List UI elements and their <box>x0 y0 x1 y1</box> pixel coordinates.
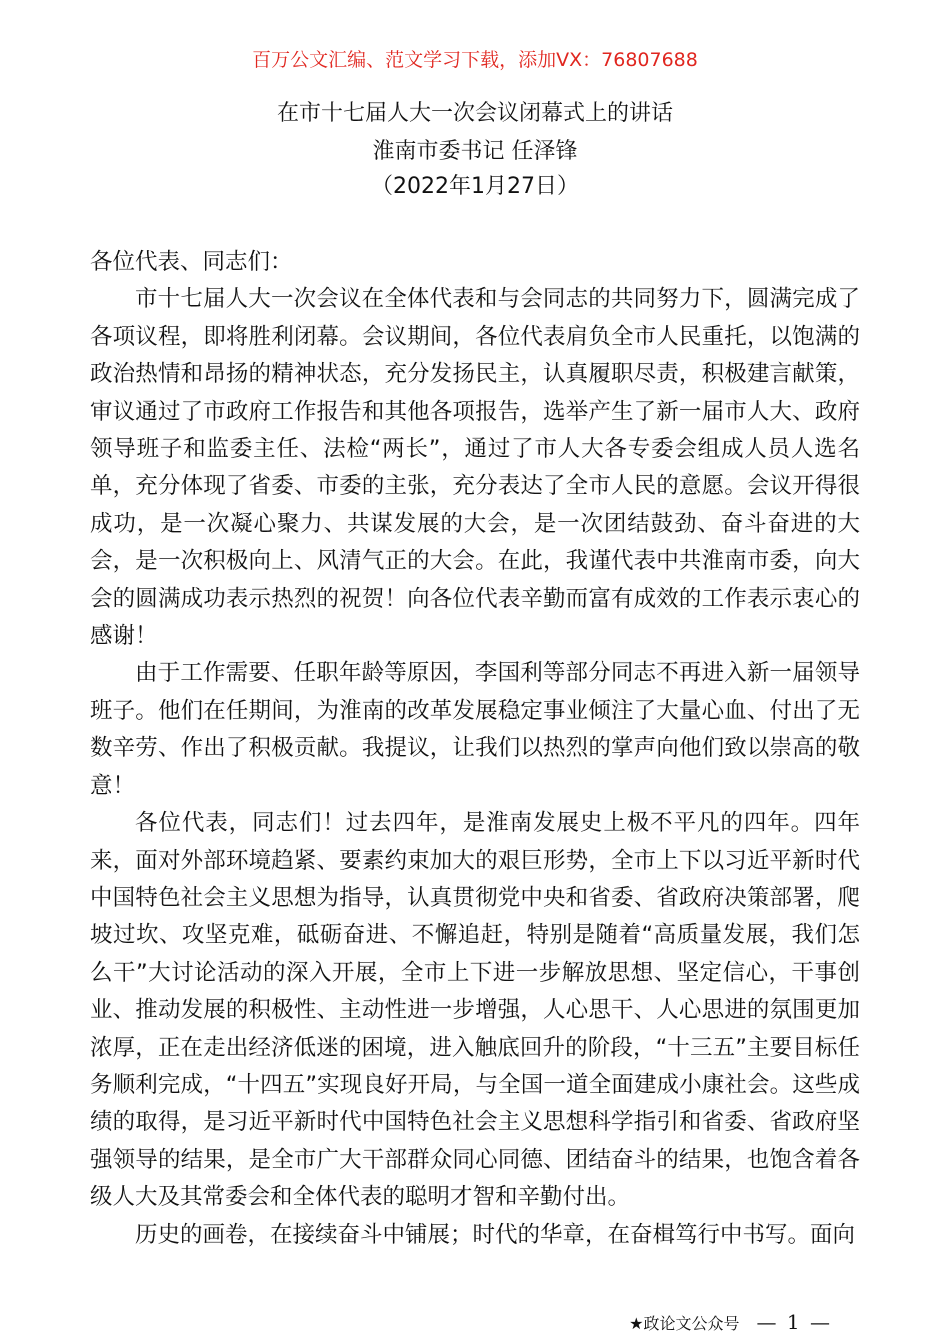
paragraph: 历史的画卷，在接续奋斗中铺展；时代的华章，在奋楫笃行中书写。面向 <box>135 1221 856 1248</box>
speech-title: 在市十七届人大一次会议闭幕式上的讲话 <box>276 101 673 126</box>
page-number: — 1 — <box>756 1310 832 1334</box>
paragraph: 各位代表，同志们！过去四年，是淮南发展史上极不平凡的四年。四年来，面对外部环境趋紧、要素约束加大的艰巨形势，全市上下以习近平新时代中国特色社会主义思想为指导，认真贯彻党中央和省委、省政府决策部署，爬坡过坎、攻坚克难，砥砺奋进、不懈追赶，特别是随着“高质量发展，我们怎么干”大讨论活动的深入开展，全市上下进一步解放思想、坚定信心，干事创业、推动发展的积极性、主动性进一步增强，人心思干、人心思进的氛围更加浓厚，正在走出经济低迷的困境，进入触底回升的阶段，“十三五”主要目标任务顺利完成，“十四五”实现良好开局，与全国一道全面建成小康社会。这些成绩的取得，是习近平新时代中国特色社会主义思想科学指引和省委、省政府坚强领导的结果，是全市广大干部群众同心同德、团结奋斗的结果，也饱含着各级人大及其常委会和全体代表的聪明才智和辛勤付出。 <box>90 810 860 1211</box>
page-footer <box>629 1310 832 1336</box>
salutation: 各位代表、同志们： <box>90 249 293 275</box>
paragraph: 市十七届人大一次会议在全体代表和与会同志的共同努力下，圆满完成了各项议程，即将胜利闭幕。会议期间，各位代表肩负全市人民重托，以饱满的政治热情和昂扬的精神状态，充分发扬民主，认真履职尽责，积极建言献策，审议通过了市政府工作报告和其他各项报告，选举产生了新一届市人大、政府领导班子和监委主任、法检“两长”，通过了市人大各专委会组成人员人选名单，充分体现了省委、市委的主张，充分表达了全市人民的意愿。会议开得很成功，是一次凝心聚力、共谋发展的大会，是一次团结鼓劲、奋斗奋进的大会，是一次积极向上、风清气正的大会。在此，我谨代表中共淮南市委，向大会的圆满成功表示热烈的祝贺！向各位代表辛勤而富有成效的工作表示衷心的感谢！ <box>90 286 860 650</box>
speech-body <box>90 244 860 1254</box>
speech-author: 淮南市委书记 任泽锋 <box>372 139 578 164</box>
speech-date: （2022年1月27日） <box>371 174 579 199</box>
footer-source: ★政论文公众号 <box>629 1314 740 1333</box>
promo-banner: 百万公文汇编、范文学习下载，添加VX：76807688 <box>252 49 698 71</box>
paragraph: 由于工作需要、任职年龄等原因，李国利等部分同志不再进入新一届领导班子。他们在任期间，为淮南的改革发展稳定事业倾注了大量心血、付出了无数辛劳、作出了积极贡献。我提议，让我们以热烈的掌声向他们致以崇高的敬意！ <box>90 660 860 799</box>
